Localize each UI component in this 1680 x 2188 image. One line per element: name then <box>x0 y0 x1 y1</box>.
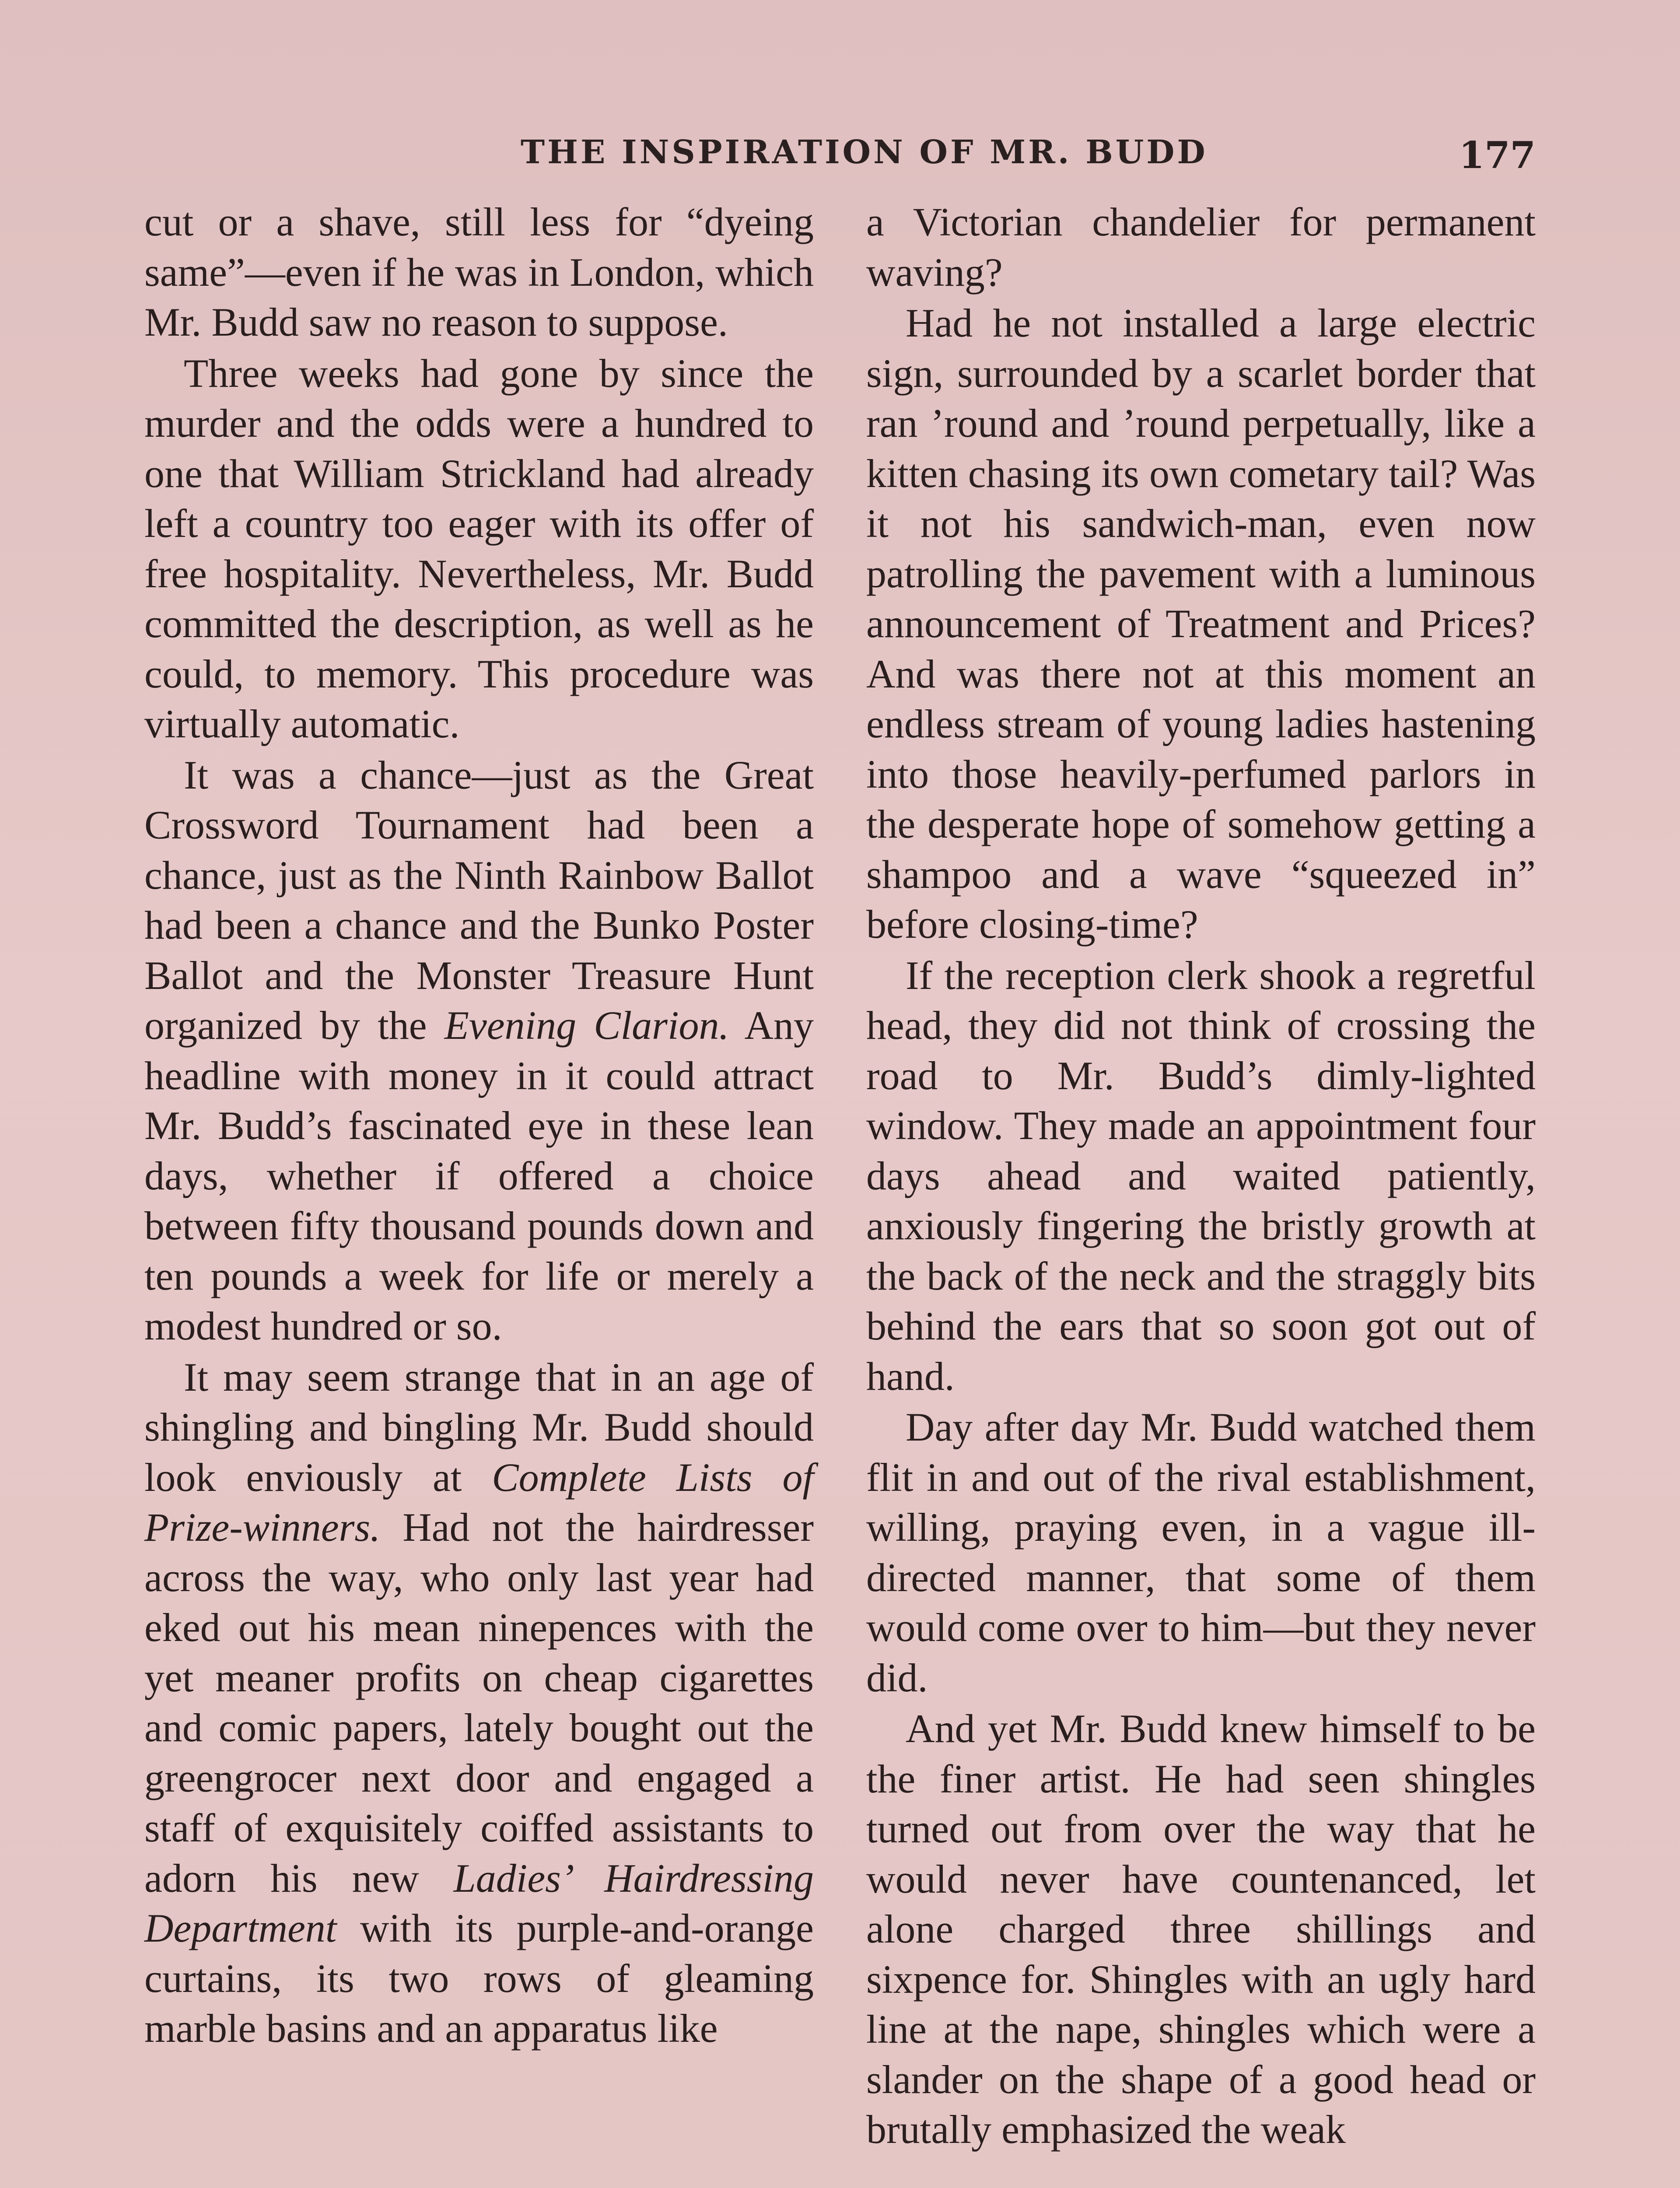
italic-title: Ladies’ Hairdressing Department <box>144 1855 814 1950</box>
left-column <box>144 197 814 2054</box>
paragraph: a Victorian chandelier for permanent waving? <box>866 200 1536 295</box>
italic-title: Complete Lists of Prize-winners. <box>144 1455 814 1550</box>
paragraph: It may seem strange that in an age of shingling and bingling Mr. Budd should look enviously at Complete Lists of Prize-winners. Had not the hairdresser across the way, who only last year had eked out his mean ninepences with the yet meaner profits on cheap cigarettes and comic papers, lately bought out the greengrocer next door and engaged a staff of exquisitely coiffed assistants to adorn his new Ladies’ Hairdressing Department with its purple-and-orange curtains, its two rows of gleaming marble basins and an apparatus like <box>144 1354 814 2051</box>
paragraph: And yet Mr. Budd knew himself to be the finer artist. He had seen shingles turned out from over the way that he would never have countenanced, let alone charged three shillings and sixpence for. Shingles with an ugly hard line at the nape, shingles which were a slander on the shape of a good head or brutally emphasized the weak <box>866 1706 1536 2152</box>
paragraph: Day after day Mr. Budd watched them flit in and out of the rival establishment, willing, praying even, in a vague ill-directed manner, that some of them would come over to him—but they never did. <box>866 1405 1536 1700</box>
paragraph: cut or a shave, still less for “dyeing same”—even if he was in London, which Mr. Budd saw no reason to suppose. <box>144 200 814 344</box>
paragraph: It was a chance—just as the Great Crossword Tournament had been a chance, just as the Ninth Rainbow Ballot had been a chance and the Bunko Poster Ballot and the Monster Treasure Hunt organized by the Evening Clarion. Any headline with money in it could attract Mr. Budd’s fascinated eye in these lean days, whether if offered a choice between fifty thousand pounds down and ten pounds a week for life or merely a modest hundred or so. <box>144 752 814 1348</box>
italic-title: Evening Clarion. <box>444 1003 729 1048</box>
running-head <box>144 133 1536 182</box>
running-title: THE INSPIRATION OF MR. BUDD <box>521 133 1208 171</box>
paragraph: Three weeks had gone by since the murder and the odds were a hundred to one that William Strickland had already left a country too eager with its offer of free hospitality. Nevertheless, Mr. Budd committed the description, as well as he could, to memory. This procedure was virtually automatic. <box>144 351 814 746</box>
page-number: 177 <box>1459 133 1536 177</box>
right-column <box>866 197 1536 2155</box>
paragraph: If the reception clerk shook a regretful head, they did not think of crossing the road to Mr. Budd’s dimly-lighted window. They made an appointment four days ahead and waited patiently, anxiously fingering the bristly growth at the back of the neck and the straggly bits behind the ears that so soon got out of hand. <box>866 953 1536 1399</box>
paragraph: Had he not installed a large electric sign, surrounded by a scarlet border that ran ’round and ’round perpetually, like a kitten chasing its own cometary tail? Was it not his sandwich-man, even now patrolling the pavement with a luminous announcement of Treatment and Prices? And was there not at this moment an endless stream of young ladies hastening into those heavily-perfumed parlors in the desperate hope of somehow getting a shampoo and a wave “squeezed in” before closing-time? <box>866 301 1536 947</box>
